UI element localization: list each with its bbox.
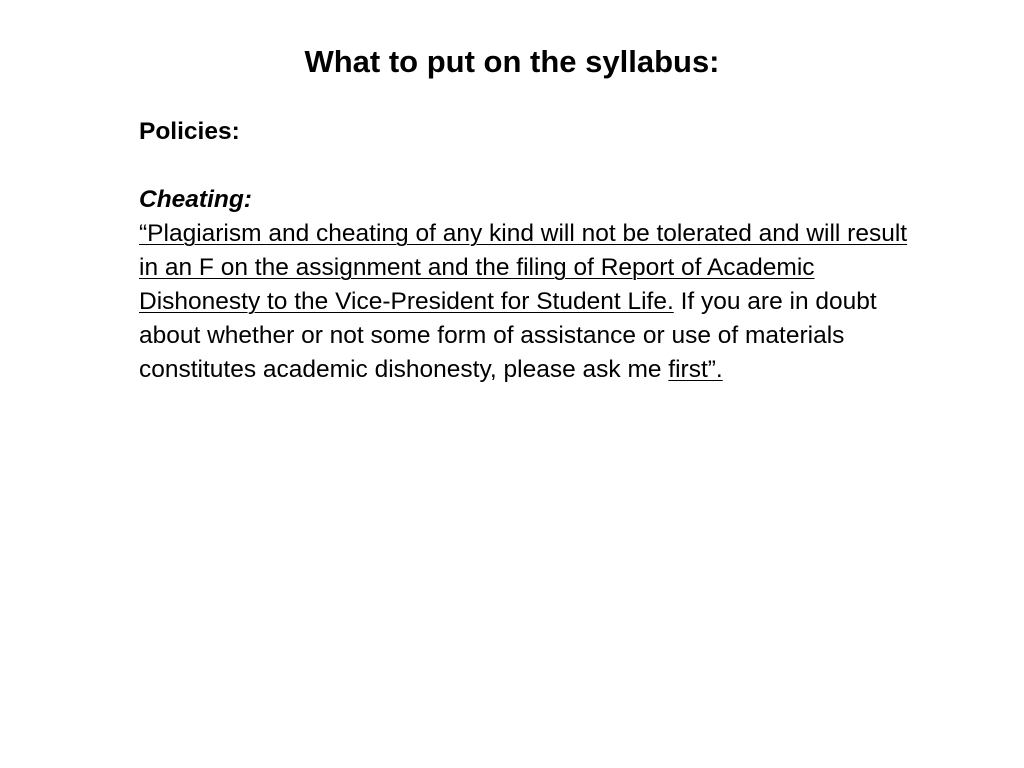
cheating-policy-text [139, 217, 919, 387]
policy-closing-underlined: first”. [668, 356, 723, 383]
blank-line [139, 149, 919, 183]
subheading-cheating: Cheating: [139, 186, 252, 213]
slide-title: What to put on the syllabus: [304, 44, 720, 79]
slide-content [139, 115, 919, 387]
policy-plain-text: If you are in doubt about whether or not some form of assistance or use of materials constitutes academic dishonesty, please ask me [139, 288, 877, 383]
policy-quote-underlined: “Plagiarism and cheating of any kind will not be tolerated and will result in an F on the assignment and the filing of Report of Academic Dishonesty to the Vice-President for Student Life. [139, 220, 908, 315]
section-heading-policies: Policies: [139, 118, 240, 145]
